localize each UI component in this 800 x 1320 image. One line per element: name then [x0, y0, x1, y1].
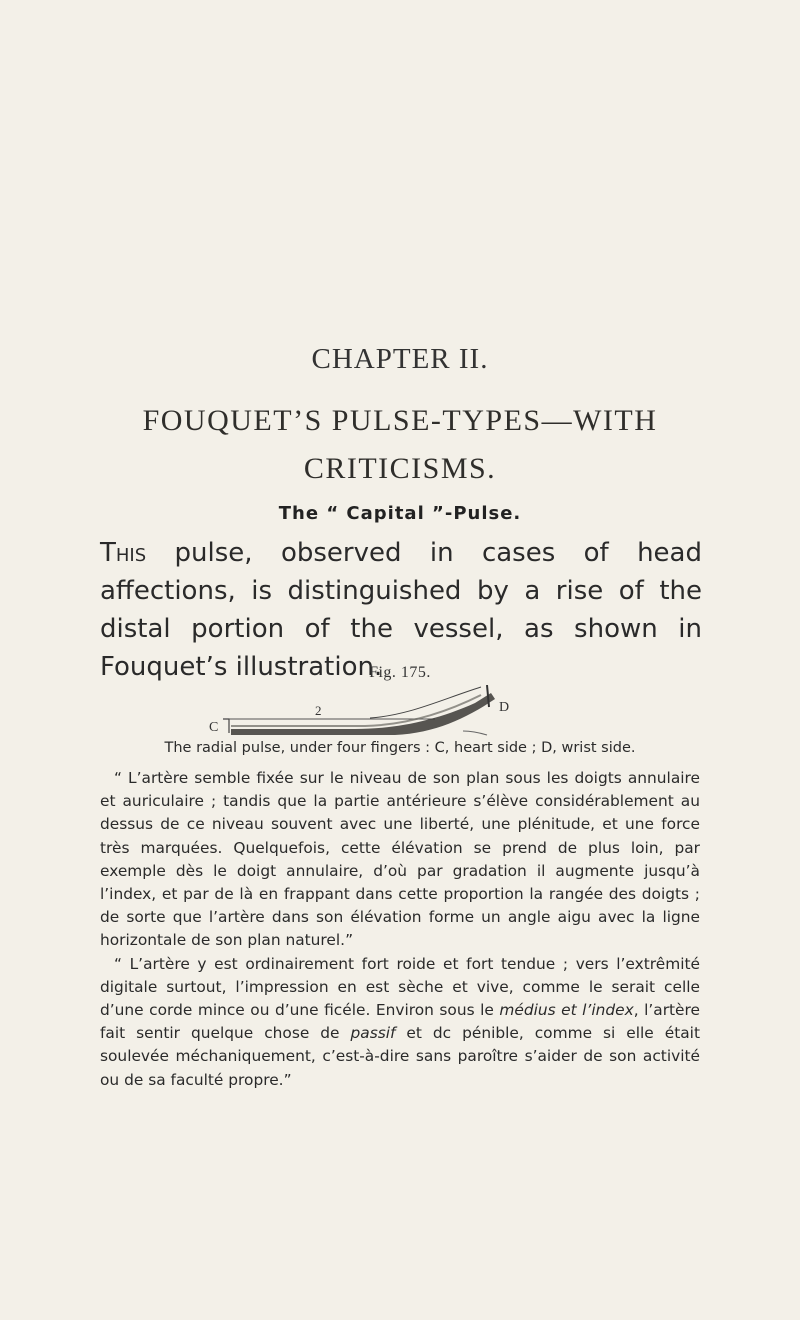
- quoted-text: [100, 767, 700, 1092]
- quote-paragraph-2: [100, 953, 700, 1092]
- artery-shading: [231, 693, 495, 735]
- figure-label: Fig. 175.: [369, 664, 431, 681]
- quote-paragraph-1: “ L’artère semble fixée sur le niveau de son plan sous les doigts annulaire et auriculaire ; tandis que la partie antérieure s’élève considérablement au dessus de ce niveau souvent avec une liberté, une plénitude, et une force très marquées. Quelquefois, cette élévation se prend de plus loin, par exemple dès le doigt annulaire, d’où par gradation il augmente jusqu’à l’index, et par de là en frappant dans cette proportion la rangée des doigts ; de sorte que l’artère dans son élévation forme un angle aigu avec la ligne horizontale de son plan naturel.”: [100, 769, 700, 950]
- quote-paragraph-2-italic-1: médius et l’index: [499, 1001, 634, 1020]
- intro-text: pulse, observed in cases of head affections, is distinguished by a rise of the distal portion of the vessel, as shown in Fouquet’s illustration.: [100, 538, 702, 682]
- intro-lead-word: This: [100, 538, 147, 568]
- chapter-title-line-1: FOUQUET’S PULSE-TYPES—WITH: [142, 404, 658, 437]
- figure-caption: The radial pulse, under four fingers : C, heart side ; D, wrist side.: [164, 740, 636, 756]
- quote-paragraph-2-italic-2: passif: [350, 1024, 396, 1043]
- chapter-title-line-2: CRITICISMS.: [303, 452, 497, 485]
- quote-paragraph-2-part-2: , l’artère fait sentir quelque chose de: [100, 1001, 700, 1043]
- figure-mark-c: C: [209, 720, 219, 735]
- figure-mark-2: 2: [315, 703, 322, 718]
- section-subheading: The “ Capital ”-Pulse.: [278, 503, 522, 524]
- chapter-heading: CHAPTER II.: [311, 343, 489, 375]
- chapter-title: [0, 397, 800, 493]
- quote-paragraph-2-part-1: “ L’artère y est ordinairement fort roide et fort tendue ; vers l’extrêmité digitale surtout, l’impression en est sèche et vive, comme le serait celle d’une corde mince ou d’une ficéle. Environ sous le: [100, 954, 700, 1020]
- figure-mark-d: D: [499, 700, 510, 715]
- quote-paragraph-2-part-3: et dc pénible, comme si elle était soulevée méchaniquement, c’est-à-dire sans paroître s’aider de son activité ou de sa faculté propre.”: [100, 1024, 700, 1089]
- pulse-figure: [205, 685, 525, 737]
